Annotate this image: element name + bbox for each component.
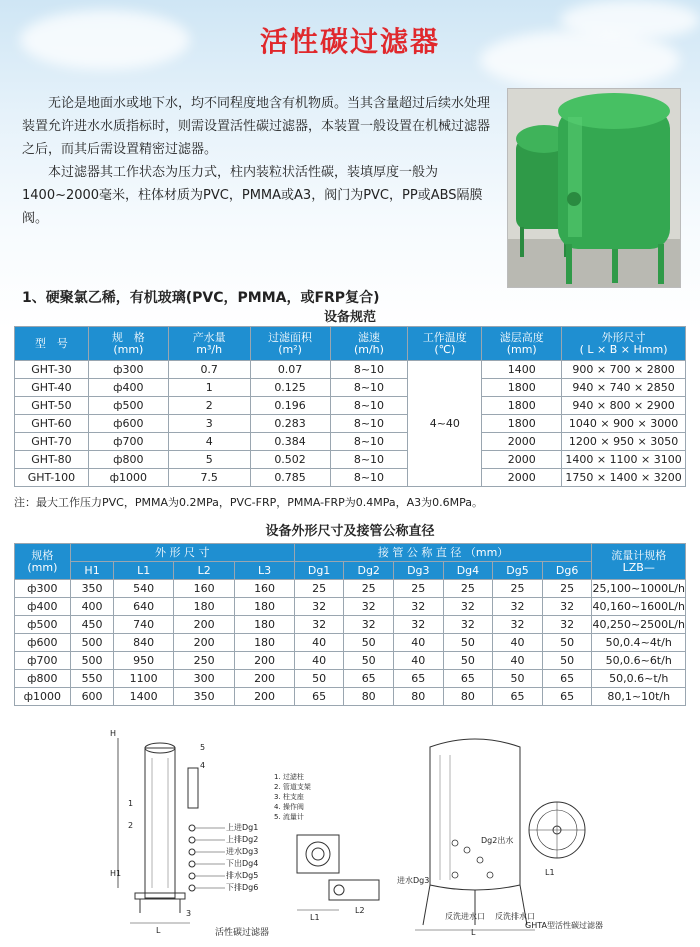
legend-item: 5. 流量计 (274, 813, 304, 821)
dim-label-L2: L2 (355, 906, 365, 915)
table-cell: 7.5 (168, 469, 250, 487)
table-cell: 0.07 (250, 361, 330, 379)
table-row (15, 397, 686, 415)
table-cell: 1200 × 950 × 3050 (562, 433, 686, 451)
table-cell: 1040 × 900 × 3000 (562, 415, 686, 433)
table-cell: 1400 (114, 688, 174, 706)
table-cell: 8~10 (330, 379, 408, 397)
table2-caption: 设备外形尺寸及接管公称直径 (265, 524, 435, 539)
table-cell: 540 (114, 580, 174, 598)
table-row (15, 598, 686, 616)
table-cell: 50,0.6~t/h (592, 670, 686, 688)
table-cell: 32 (493, 616, 543, 634)
pipe-label: 下排Dg6 (226, 883, 259, 892)
table-cell: ф1000 (15, 688, 71, 706)
pipe-label: 下出Dg4 (226, 859, 259, 868)
table-cell: 32 (394, 598, 444, 616)
dim-label-L: L (156, 926, 161, 935)
dim-label-L: L (471, 928, 476, 935)
table-cell-temp: 4~40 (408, 361, 482, 487)
pipe-label: 上排Dg2 (226, 835, 259, 844)
table-cell: 0.502 (250, 451, 330, 469)
legend-item: 4. 操作阀 (274, 803, 304, 811)
table-cell: 50 (443, 652, 493, 670)
col-header-area: 过滤面积 (m²) (250, 327, 330, 361)
table-cell: 180 (235, 616, 294, 634)
table-cell: 32 (443, 598, 493, 616)
table-cell: 8~10 (330, 415, 408, 433)
table-cell: 65 (394, 670, 444, 688)
table-cell: 32 (344, 598, 394, 616)
table-cell: ф1000 (88, 469, 168, 487)
right-diagram-caption: GHTA型活性碳过滤器 (525, 921, 603, 930)
table-cell: 180 (173, 598, 234, 616)
table-cell: 40 (294, 652, 344, 670)
pipe-label: 上进Dg1 (226, 823, 259, 832)
dim-label-L1: L1 (310, 913, 320, 922)
pipe-label-inlet: 进水Dg3 (397, 876, 430, 885)
table-cell: ф300 (88, 361, 168, 379)
table-cell: 8~10 (330, 451, 408, 469)
table-cell: 32 (344, 616, 394, 634)
table-row (15, 616, 686, 634)
table-cell: 740 (114, 616, 174, 634)
section-heading: 1、硬聚氯乙稀，有机玻璃(PVC，PMMA，或FRP复合) (22, 290, 380, 306)
table-cell: 640 (114, 598, 174, 616)
table-cell: 40,250~2500L/h (592, 616, 686, 634)
table-cell: 50 (493, 670, 543, 688)
table-cell: GHT-50 (15, 397, 89, 415)
table-cell: 1800 (482, 415, 562, 433)
legend-item: 3. 柱支座 (274, 793, 304, 801)
table-cell: GHT-80 (15, 451, 89, 469)
table-cell: 32 (542, 598, 592, 616)
table-cell: 1 (168, 379, 250, 397)
table-cell: 1800 (482, 379, 562, 397)
spec-table (14, 326, 686, 487)
table-row (15, 580, 686, 598)
col-header-model: 型 号 (15, 327, 89, 361)
col-header-height: 滤层高度 (mm) (482, 327, 562, 361)
table-cell: 65 (344, 670, 394, 688)
table-row (15, 670, 686, 688)
table-cell: ф700 (88, 433, 168, 451)
table-cell: 8~10 (330, 397, 408, 415)
table-cell: 940 × 800 × 2900 (562, 397, 686, 415)
table-cell: 550 (70, 670, 114, 688)
pipe-label: 进水Dg3 (226, 847, 259, 856)
dim-label-H: H (110, 729, 117, 738)
table-cell: ф300 (15, 580, 71, 598)
table-cell: 80 (394, 688, 444, 706)
table-cell: 500 (70, 652, 114, 670)
part-num: 3 (186, 909, 192, 918)
table-cell: 2 (168, 397, 250, 415)
table-cell: 25 (394, 580, 444, 598)
col-header-flow: 流量计规格 LZB— (592, 544, 686, 580)
intro-paragraph-1: 无论是地面水或地下水，均不同程度地含有机物质。当其含量超过后续水处理装置允许进水水质指标时，则需设置活性碳过滤器，本装置一般设置在机械过滤器之后，而其后需设置精密过滤器。 (22, 96, 491, 157)
col-subheader: Dg3 (394, 562, 444, 580)
table-cell: 32 (493, 598, 543, 616)
table-cell: 32 (394, 616, 444, 634)
intro-paragraph-2: 本过滤器其工作状态为压力式，柱内装粒状活性碳，装填厚度一般为1400~2000毫米，柱体材质为PVC，PMMA或A3，阀门为PVC，PP或ABS隔膜阀。 (22, 165, 483, 226)
table-cell: 65 (542, 670, 592, 688)
table-cell: 200 (235, 670, 294, 688)
table-cell: GHT-30 (15, 361, 89, 379)
table-cell: 840 (114, 634, 174, 652)
table-cell: 50,0.4~4t/h (592, 634, 686, 652)
left-diagram-caption: 活性碳过滤器 (215, 928, 270, 938)
table-cell: 32 (294, 616, 344, 634)
table-cell: 8~10 (330, 433, 408, 451)
table-cell: 25 (443, 580, 493, 598)
table-cell: ф400 (88, 379, 168, 397)
table1-caption: 设备规范 (323, 310, 376, 325)
table-cell: 50 (294, 670, 344, 688)
table-cell: 1400 × 1100 × 3100 (562, 451, 686, 469)
table-row (15, 415, 686, 433)
table-cell: 0.384 (250, 433, 330, 451)
table-cell: 40 (394, 652, 444, 670)
table-cell: 950 (114, 652, 174, 670)
table-cell: 400 (70, 598, 114, 616)
table-cell: 80 (344, 688, 394, 706)
table-cell: 65 (542, 688, 592, 706)
table-cell: 40 (493, 634, 543, 652)
part-num: 2 (128, 821, 134, 830)
table-cell: 25 (294, 580, 344, 598)
col-subheader: Dg4 (443, 562, 493, 580)
col-header-output: 产水量 m³/h (168, 327, 250, 361)
table-cell: GHT-100 (15, 469, 89, 487)
col-header-spec: 规 格 (mm) (88, 327, 168, 361)
table-cell: 32 (294, 598, 344, 616)
table-row (15, 688, 686, 706)
table-cell: 65 (443, 670, 493, 688)
dimension-table (14, 543, 686, 706)
table-cell: GHT-40 (15, 379, 89, 397)
table-cell: 65 (294, 688, 344, 706)
col-header-size: 外形尺寸 ( L × B × Hmm) (562, 327, 686, 361)
table-cell: 8~10 (330, 469, 408, 487)
dim-label-L1: L1 (545, 868, 555, 877)
table-cell: 350 (70, 580, 114, 598)
table-row (15, 433, 686, 451)
filter-plan-view (205, 815, 380, 925)
pressure-note: 注：最大工作压力PVC，PMMA为0.2MPa，PVC-FRP，PMMA-FRP为0.4MPa，A3为0.6MPa。 (14, 496, 483, 509)
pipe-label-backwash-in: 反洗进水口 (445, 912, 485, 921)
table-cell: 80 (443, 688, 493, 706)
table-cell: 200 (235, 688, 294, 706)
table-cell: 3 (168, 415, 250, 433)
table-row (15, 469, 686, 487)
table-cell: ф500 (88, 397, 168, 415)
table-cell: 2000 (482, 469, 562, 487)
table-cell: 0.196 (250, 397, 330, 415)
table-cell: 32 (443, 616, 493, 634)
table-cell: 1750 × 1400 × 3200 (562, 469, 686, 487)
table-cell: ф600 (15, 634, 71, 652)
part-num: 4 (200, 761, 206, 770)
dim-label-H1: H1 (110, 869, 122, 878)
table-cell: 50 (443, 634, 493, 652)
table-cell: 160 (235, 580, 294, 598)
filter-diagram-right (395, 735, 595, 935)
table-cell: 50 (542, 652, 592, 670)
table-cell: 200 (235, 652, 294, 670)
table-cell: ф800 (88, 451, 168, 469)
table-cell: 2000 (482, 433, 562, 451)
table-cell: 0.125 (250, 379, 330, 397)
table-row (15, 451, 686, 469)
table-row (15, 379, 686, 397)
table-cell: ф400 (15, 598, 71, 616)
table-cell: 500 (70, 634, 114, 652)
table-cell: 40,160~1600L/h (592, 598, 686, 616)
table-cell: 8~10 (330, 361, 408, 379)
pipe-label: 排水Dg5 (226, 871, 259, 880)
table-cell: 50 (542, 634, 592, 652)
table-cell: 65 (493, 688, 543, 706)
col-subheader: H1 (70, 562, 114, 580)
table-cell: 32 (542, 616, 592, 634)
table-cell: 0.7 (168, 361, 250, 379)
part-num: 5 (200, 743, 206, 752)
col-subheader: L3 (235, 562, 294, 580)
table-cell: 25 (344, 580, 394, 598)
col-header-dims: 外 形 尺 寸 (70, 544, 294, 562)
legend-item: 2. 管道支架 (274, 783, 311, 791)
col-header-temp: 工作温度 (℃) (408, 327, 482, 361)
table-cell: 0.283 (250, 415, 330, 433)
table-cell: 1800 (482, 397, 562, 415)
table-cell: 200 (173, 616, 234, 634)
table-cell: 180 (235, 634, 294, 652)
table-cell: 200 (173, 634, 234, 652)
table-cell: 50,0.6~6t/h (592, 652, 686, 670)
table-row (15, 652, 686, 670)
table-cell: 900 × 700 × 2800 (562, 361, 686, 379)
table-cell: 180 (235, 598, 294, 616)
pipe-label-backwash-out: 反洗排水口 (495, 912, 535, 921)
col-header-spec2: 规格 (mm) (15, 544, 71, 580)
col-subheader: Dg2 (344, 562, 394, 580)
table-cell: 40 (394, 634, 444, 652)
table-cell: 2000 (482, 451, 562, 469)
table-cell: ф600 (88, 415, 168, 433)
col-subheader: L2 (173, 562, 234, 580)
table-cell: 160 (173, 580, 234, 598)
table-cell: GHT-70 (15, 433, 89, 451)
table-cell: 25,100~1000L/h (592, 580, 686, 598)
table-cell: 600 (70, 688, 114, 706)
table-cell: ф800 (15, 670, 71, 688)
table-cell: ф700 (15, 652, 71, 670)
table-cell: 1100 (114, 670, 174, 688)
table-cell: 50 (344, 634, 394, 652)
table-cell: 250 (173, 652, 234, 670)
table-cell: 50 (344, 652, 394, 670)
table-cell: 25 (542, 580, 592, 598)
legend-item: 1. 过滤柱 (274, 773, 304, 781)
col-header-pipes: 接 管 公 称 直 径 （mm） (294, 544, 592, 562)
table-cell: 25 (493, 580, 543, 598)
table-cell: 80,1~10t/h (592, 688, 686, 706)
table-cell: 5 (168, 451, 250, 469)
filter-tank-photo (507, 88, 681, 288)
diagram-legend (274, 772, 311, 822)
page-title: 活性碳过滤器 (259, 25, 440, 58)
col-subheader: Dg5 (493, 562, 543, 580)
table-cell: 300 (173, 670, 234, 688)
part-num: 1 (128, 799, 134, 808)
table-cell: 4 (168, 433, 250, 451)
table-cell: 40 (493, 652, 543, 670)
pipe-label-outlet: Dg2出水 (481, 836, 514, 845)
table-cell: ф500 (15, 616, 71, 634)
table-row (15, 634, 686, 652)
table-cell: 1400 (482, 361, 562, 379)
table-cell: 350 (173, 688, 234, 706)
intro-text (22, 92, 492, 230)
table-cell: 0.785 (250, 469, 330, 487)
table-cell: 40 (294, 634, 344, 652)
col-subheader: Dg6 (542, 562, 592, 580)
table-cell: GHT-60 (15, 415, 89, 433)
col-subheader: Dg1 (294, 562, 344, 580)
table-cell: 940 × 740 × 2850 (562, 379, 686, 397)
table-row (15, 361, 686, 379)
col-header-speed: 滤速 (m/h) (330, 327, 408, 361)
col-subheader: L1 (114, 562, 174, 580)
table-cell: 450 (70, 616, 114, 634)
